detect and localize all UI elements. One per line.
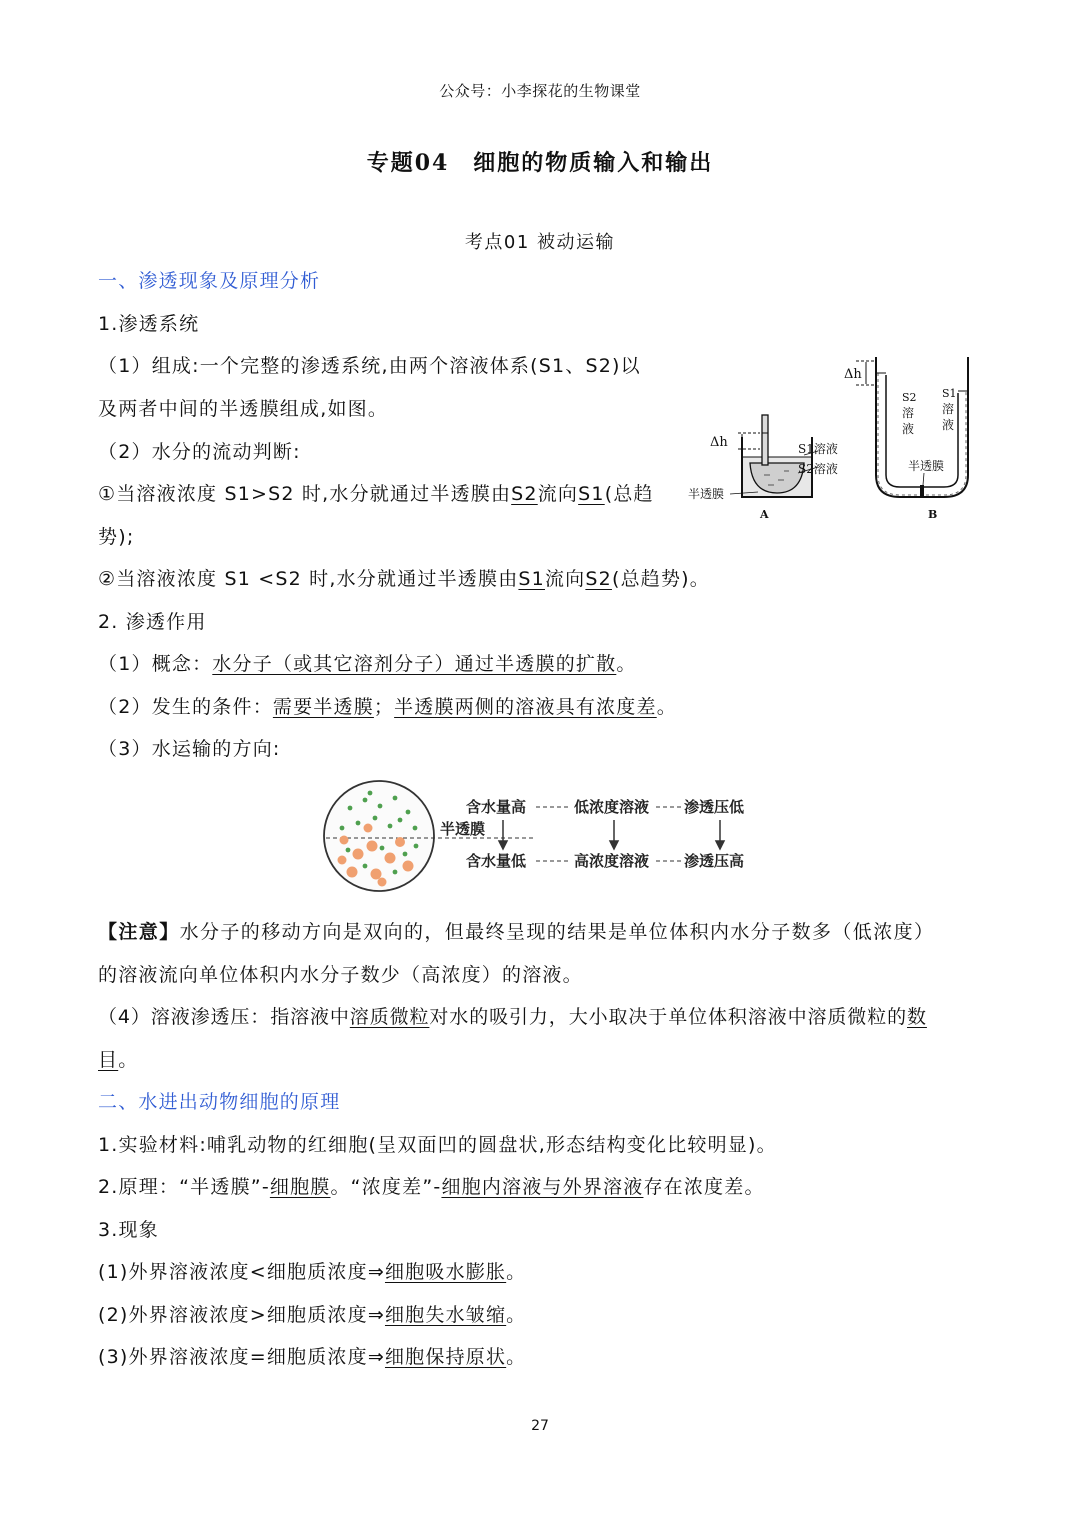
underlined-term: 半透膜两侧的溶液具有浓度差 [394,696,657,718]
paragraph [98,1259,526,1285]
s2-solution-label: S2溶液 [798,462,838,476]
note-paragraph [98,919,934,945]
underlined-term: 细胞保持原状 [384,1346,507,1368]
text: 存在浓度差。 [643,1176,765,1198]
b-s1-label: 溶 [942,402,955,416]
underlined-term: 细胞失水皱缩 [384,1304,507,1326]
paragraph: 1.实验材料:哺乳动物的红细胞(呈双面凹的圆盘状,形态结构变化比较明显)。 [98,1134,777,1156]
page-header: 公众号：小李探花的生物课堂 [439,82,641,100]
down-arrows [499,820,724,849]
paragraph: （2）水分的流动判断: [98,441,301,463]
text: 流向 [537,483,579,505]
paragraph: 的溶液流向单位体积内水分子数少（高浓度）的溶液。 [98,964,583,986]
text: (总趋 [604,483,654,505]
water-direction-figure [320,778,760,896]
paragraph: 2. 渗透作用 [98,611,207,633]
section-subtitle: 考点01 被动运输 [464,232,616,253]
apparatus-a-label: A [760,508,769,521]
paragraph [98,694,677,720]
paragraph: 势); [98,526,135,548]
text: ； [373,696,395,718]
text: 。 [656,696,677,718]
paragraph [98,1302,526,1328]
text: (3)外界溶液浓度=细胞质浓度⇒ [98,1346,385,1368]
paragraph [98,651,637,677]
underlined-term: 水分子（或其它溶剂分子）通过半透膜的扩散 [212,653,617,675]
page-number: 27 [531,1418,549,1434]
underlined-term: 目 [98,1049,119,1071]
text: ②当溶液浓度 S1 <S2 时,水分就通过半透膜由 [98,568,519,590]
text: (总趋势)。 [611,568,710,590]
underlined-term: S1 [578,483,605,505]
apparatus-b-label: B [928,508,938,521]
top-water-content: 含水量高 [466,798,527,816]
membrane-label: 半透膜 [440,820,486,838]
bottom-water-content: 含水量低 [466,852,527,870]
paragraph [98,481,654,507]
paragraph [98,1004,927,1030]
underlined-term: 细胞内溶液与外界溶液 [441,1176,644,1198]
membrane-label: 半透膜 [688,487,725,501]
section-heading: 二、水进出动物细胞的原理 [98,1091,341,1113]
paragraph [98,566,710,592]
underlined-term: S2 [585,568,612,590]
underlined-term: 需要半透膜 [272,696,374,718]
underlined-term: 细胞膜 [269,1176,331,1198]
underlined-term: S2 [511,483,538,505]
b-s2-label: S2 [902,391,917,404]
s1-solution-label: S1溶液 [798,442,838,456]
b-s2-label: 液 [902,422,915,436]
delta-h-label: Δh [710,435,728,450]
text: 。 [506,1346,527,1368]
b-s1-label: S1 [942,387,957,400]
paragraph: 3.现象 [98,1219,159,1241]
bottom-pressure: 渗透压高 [684,852,745,870]
text: 。“浓度差”- [330,1176,442,1198]
paragraph: （3）水运输的方向: [98,738,281,760]
paragraph: （1）组成:一个完整的渗透系统,由两个溶液体系(S1、S2)以 [98,355,641,377]
apparatus-b [844,357,968,521]
paragraph [98,1047,138,1073]
paragraph [98,1174,765,1200]
text: （2）发生的条件： [98,696,273,718]
underlined-term: 数 [907,1006,927,1028]
text: 。 [118,1049,139,1071]
underlined-term: 溶质微粒 [349,1006,430,1028]
b-s1-label: 液 [942,418,955,432]
section-heading: 一、渗透现象及原理分析 [98,270,321,292]
note-label: 【注意】 [98,921,180,943]
b-delta-h-label: Δh [844,367,862,382]
text: 。 [506,1261,527,1283]
text: (2)外界溶液浓度>细胞质浓度⇒ [98,1304,385,1326]
text: 2.原理：“半透膜”- [98,1176,270,1198]
text: 流向 [544,568,586,590]
text: 。 [616,653,637,675]
apparatus-a [688,415,838,521]
paragraph: 1.渗透系统 [98,313,200,335]
underlined-term: S1 [518,568,545,590]
bottom-concentration: 高浓度溶液 [574,852,650,870]
underlined-term: 细胞吸水膨胀 [384,1261,507,1283]
page-title: 专题04 细胞的物质输入和输出 [366,150,714,176]
text: (1)外界溶液浓度<细胞质浓度⇒ [98,1261,385,1283]
paragraph: 及两者中间的半透膜组成,如图。 [98,398,389,420]
b-s2-label: 溶 [902,406,915,420]
text: 。 [506,1304,527,1326]
b-membrane-label: 半透膜 [908,459,945,473]
top-pressure: 渗透压低 [684,798,745,816]
top-concentration: 低浓度溶液 [574,798,650,816]
text: 对水的吸引力，大小取决于单位体积溶液中溶质微粒的 [429,1006,908,1028]
text: （4）溶液渗透压：指溶液中 [98,1006,350,1028]
text: （1）概念： [98,653,213,675]
paragraph [98,1344,526,1370]
osmosis-apparatus-figure [680,345,1010,525]
text: 水分子的移动方向是双向的，但最终呈现的结果是单位体积内水分子数多（低浓度） [179,921,935,943]
text: ①当溶液浓度 S1>S2 时,水分就通过半透膜由 [98,483,512,505]
